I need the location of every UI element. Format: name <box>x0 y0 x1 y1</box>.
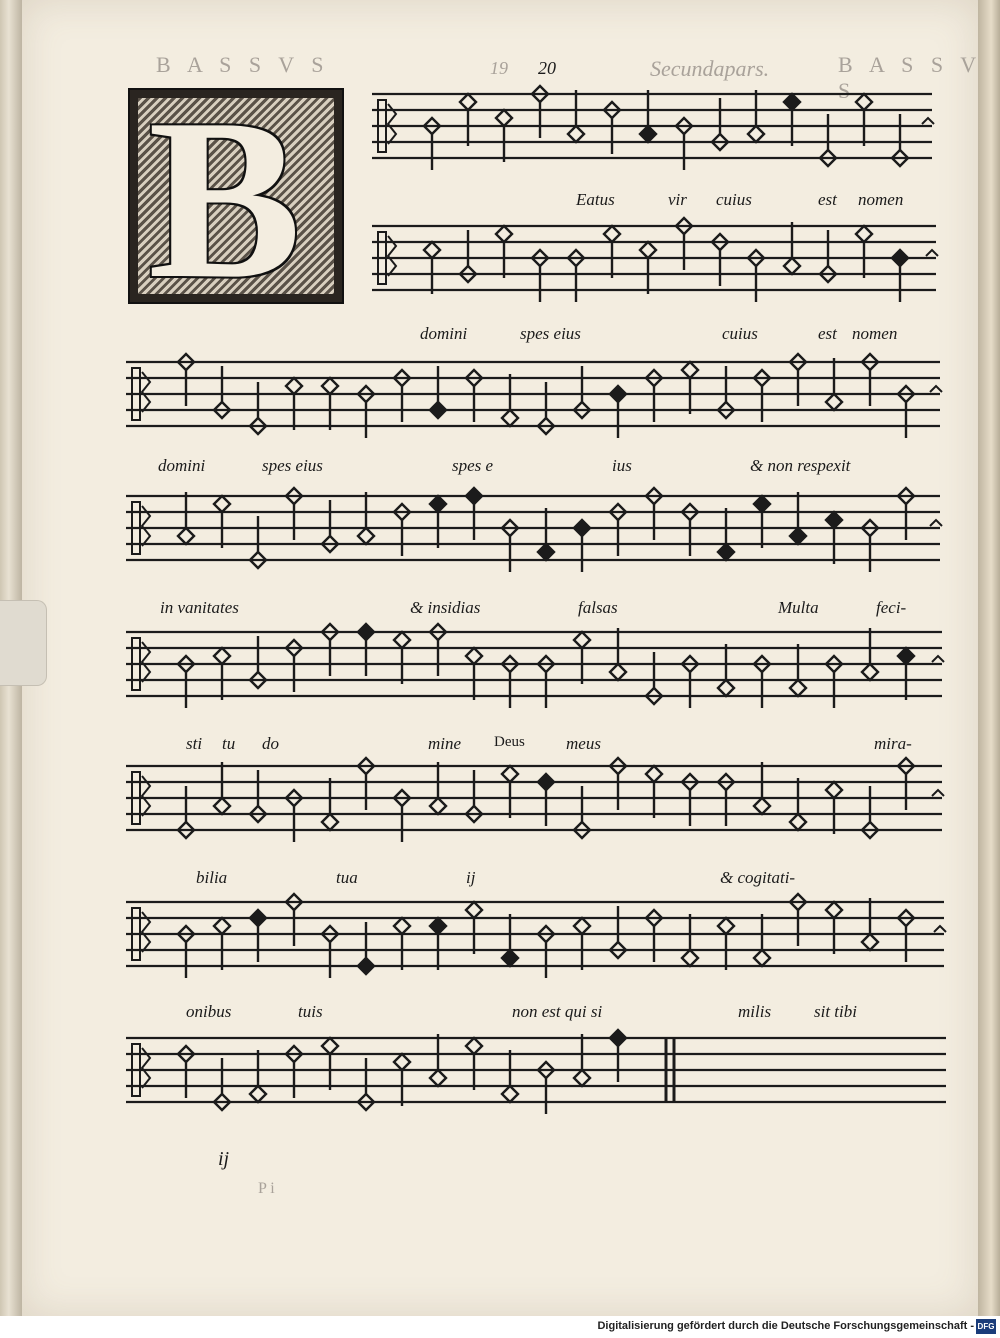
note-icon <box>784 258 800 274</box>
lyric: & cogitati- <box>720 868 796 887</box>
note-icon <box>214 648 230 664</box>
note-icon <box>466 1038 482 1054</box>
note-icon <box>898 648 914 664</box>
note-icon <box>358 624 374 640</box>
note-icon <box>538 774 554 790</box>
note-icon <box>862 664 878 680</box>
note-icon <box>502 950 518 966</box>
note-icon <box>358 528 374 544</box>
note-icon <box>856 94 872 110</box>
lyric: falsas <box>578 598 618 617</box>
custos-icon <box>922 118 934 124</box>
note-icon <box>718 680 734 696</box>
note-icon <box>682 362 698 378</box>
lyric: tu <box>222 734 236 753</box>
signature-mark-bleedthrough: P i <box>258 1180 275 1197</box>
lyric: domini <box>420 324 468 343</box>
note-icon <box>790 680 806 696</box>
lyric: spes eius <box>262 456 323 475</box>
note-icon <box>748 126 764 142</box>
lyric: ij <box>466 868 476 887</box>
note-icon <box>754 798 770 814</box>
custos-icon <box>934 926 946 932</box>
note-icon <box>718 918 734 934</box>
lyric: est <box>818 190 837 209</box>
lyric: do <box>262 734 279 753</box>
note-icon <box>214 918 230 934</box>
note-icon <box>574 520 590 536</box>
note-icon <box>214 798 230 814</box>
note-icon <box>640 126 656 142</box>
custos-icon <box>932 656 944 662</box>
folio-bleedthrough: 19 <box>490 58 508 78</box>
note-icon <box>394 1054 410 1070</box>
custos-icon <box>930 520 942 526</box>
note-icon <box>430 798 446 814</box>
note-icon <box>790 528 806 544</box>
voice-label-bleedthrough: B A S S V S <box>156 52 330 77</box>
lyric: nomen <box>852 324 898 343</box>
voice-label-bleedthrough-right: B A S S V S <box>838 52 982 103</box>
note-icon <box>502 1086 518 1102</box>
note-icon <box>466 902 482 918</box>
dfg-logo-icon: DFG <box>976 1319 996 1334</box>
note-icon <box>574 632 590 648</box>
lyric: ij <box>218 1148 230 1170</box>
lyric: Deus <box>494 734 525 750</box>
note-icon <box>754 950 770 966</box>
note-icon <box>610 386 626 402</box>
lyric: feci- <box>876 598 907 617</box>
note-icon <box>610 664 626 680</box>
note-icon <box>862 934 878 950</box>
note-icon <box>322 1038 338 1054</box>
footer-bar <box>0 1316 1000 1338</box>
note-icon <box>430 496 446 512</box>
lyric: onibus <box>186 1002 232 1021</box>
lyric: meus <box>566 734 601 753</box>
note-icon <box>250 910 266 926</box>
custos-icon <box>932 790 944 796</box>
note-icon <box>496 226 512 242</box>
note-icon <box>394 632 410 648</box>
lyric: tua <box>336 868 358 887</box>
lyric: non est qui si <box>512 1002 603 1021</box>
lyric: & insidias <box>410 598 481 617</box>
note-icon <box>826 902 842 918</box>
note-icon <box>178 528 194 544</box>
note-icon <box>892 250 908 266</box>
note-icon <box>604 226 620 242</box>
lyric: milis <box>738 1002 772 1021</box>
note-icon <box>358 958 374 974</box>
note-icon <box>682 950 698 966</box>
lyric: nomen <box>858 190 904 209</box>
note-icon <box>784 94 800 110</box>
note-icon <box>826 782 842 798</box>
note-icon <box>568 126 584 142</box>
lyric: Multa <box>778 598 819 617</box>
lyric: est <box>818 324 837 343</box>
note-icon <box>640 242 656 258</box>
note-icon <box>502 410 518 426</box>
note-icon <box>646 766 662 782</box>
note-icon <box>466 488 482 504</box>
note-icon <box>286 378 302 394</box>
footer-credit: Digitalisierung gefördert durch die Deutsche Forschungsgemeinschaft - <box>597 1320 974 1332</box>
note-icon <box>574 1070 590 1086</box>
lyric: sit tibi <box>814 1002 857 1021</box>
custos-icon <box>926 250 938 256</box>
note-icon <box>322 814 338 830</box>
custos-icon <box>930 386 942 392</box>
note-icon <box>430 402 446 418</box>
note-icon <box>394 918 410 934</box>
note-icon <box>430 1070 446 1086</box>
note-icon <box>610 1030 626 1046</box>
note-icon <box>826 394 842 410</box>
note-icon <box>538 544 554 560</box>
note-icon <box>424 242 440 258</box>
note-icon <box>214 496 230 512</box>
note-icon <box>574 918 590 934</box>
running-title-bleedthrough: Secundapars. <box>650 56 770 81</box>
note-icon <box>430 918 446 934</box>
note-icon <box>466 648 482 664</box>
lyric: vir <box>668 190 687 209</box>
note-icon <box>322 378 338 394</box>
lyric: domini <box>158 456 206 475</box>
lyric: mine <box>428 734 462 753</box>
note-icon <box>718 544 734 560</box>
lyric: cuius <box>716 190 752 209</box>
lyric: in vanitates <box>160 598 239 617</box>
page-number: 20 <box>538 58 556 78</box>
note-icon <box>856 226 872 242</box>
lyric: spes e <box>452 456 494 475</box>
lyric: Eatus <box>576 190 615 209</box>
note-icon <box>826 512 842 528</box>
note-icon <box>754 496 770 512</box>
note-icon <box>250 1086 266 1102</box>
lyric: cuius <box>722 324 758 343</box>
note-icon <box>496 110 512 126</box>
lyric: mira- <box>874 734 912 753</box>
lyric: ius <box>612 456 632 475</box>
lyric: bilia <box>196 868 228 887</box>
lyric: sti <box>186 734 203 753</box>
initial-letter: B <box>148 71 302 326</box>
note-icon <box>460 94 476 110</box>
lyric: spes eius <box>520 324 581 343</box>
note-icon <box>790 814 806 830</box>
note-icon <box>502 766 518 782</box>
lyric: & non respexit <box>750 456 851 475</box>
lyric: tuis <box>298 1002 323 1021</box>
